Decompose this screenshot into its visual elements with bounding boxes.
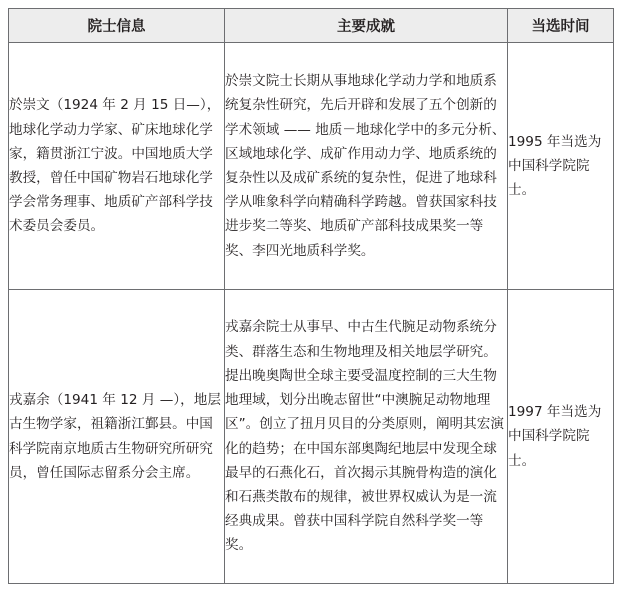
table-row — [9, 290, 614, 584]
column-header-election-time: 当选时间 — [508, 9, 614, 43]
table-header-row — [9, 9, 614, 43]
column-header-achievement: 主要成就 — [225, 9, 508, 43]
cell-election-time: 1997 年当选为中国科学院院士。 — [508, 290, 614, 584]
cell-achievement: 於崇文院士长期从事地球化学动力学和地质系统复杂性研究，先后开辟和发展了五个创新的学术领域 —— 地质－地球化学中的多元分析、区域地球化学、成矿作用动力学、地质系统的复杂性以及成矿系统的复杂性，促进了地球科学从唯象科学向精确科学跨越。曾获国家科技进步奖二等奖、地质矿产部科技成果奖一等奖、李四光地质科学奖。 — [225, 43, 508, 290]
cell-academician-info: 戎嘉余（1941 年 12 月 —），地层古生物学家，祖籍浙江鄞县。中国科学院南京地质古生物研究所研究员，曾任国际志留系分会主席。 — [9, 290, 225, 584]
cell-achievement: 戎嘉余院士从事早、中古生代腕足动物系统分类、群落生态和生物地理及相关地层学研究。提出晚奥陶世全球主要受温度控制的三大生物地理域，划分出晚志留世“中澳腕足动物地理区”。创立了扭月贝目的分类原则，阐明其宏演化的趋势；在中国东部奥陶纪地层中发现全球最早的石燕化石，首次揭示其腕骨构造的演化和石燕类散布的规律，被世界权威认为是一流经典成果。曾获中国科学院自然科学奖一等奖。 — [225, 290, 508, 584]
table-container — [8, 8, 614, 584]
academician-info-table — [8, 8, 614, 584]
cell-election-time: 1995 年当选为中国科学院院士。 — [508, 43, 614, 290]
column-header-info: 院士信息 — [9, 9, 225, 43]
table-row — [9, 43, 614, 290]
cell-academician-info: 於崇文（1924 年 2 月 15 日—），地球化学动力学家、矿床地球化学家，籍贯浙江宁波。中国地质大学教授，曾任中国矿物岩石地球化学学会常务理事、地质矿产部科学技术委员会委员。 — [9, 43, 225, 290]
